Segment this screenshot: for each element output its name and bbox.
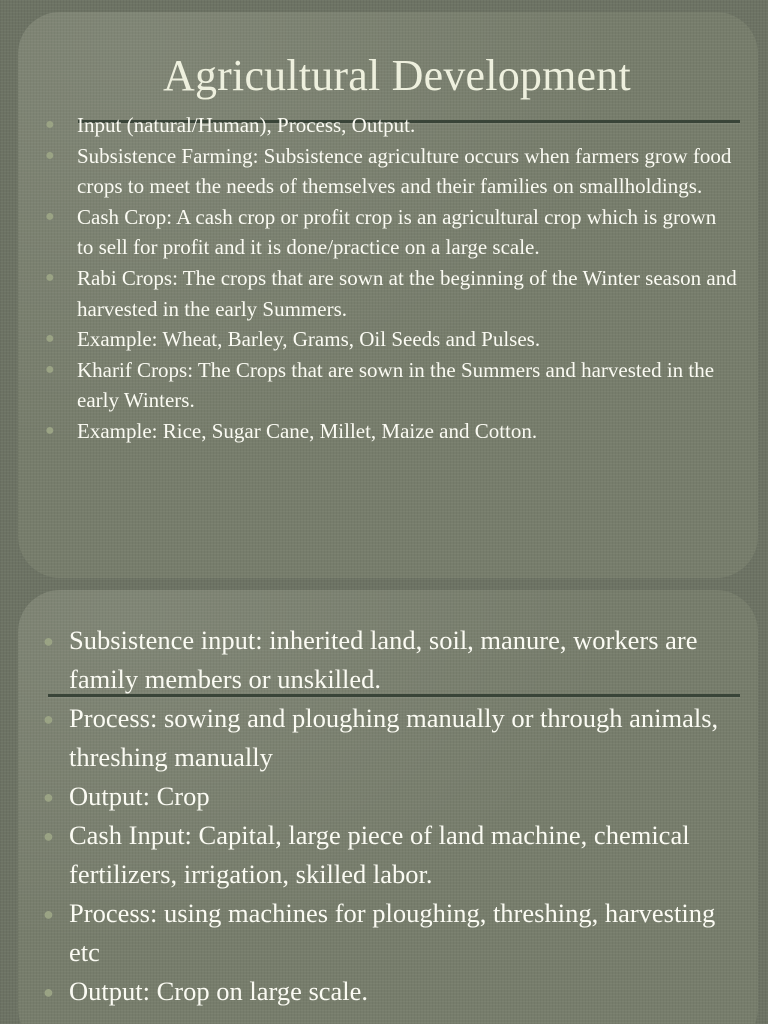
bullet-item [45, 110, 737, 141]
slide-1 [18, 12, 758, 578]
bullet-item [45, 355, 737, 416]
bullet-icon: ● [45, 268, 55, 286]
bullet-icon: ● [43, 826, 54, 846]
bullet-item [45, 141, 737, 202]
bullet-icon: ● [43, 709, 54, 729]
bullet-list [45, 110, 737, 447]
bullet-item [43, 621, 739, 699]
bullet-icon: ● [45, 116, 55, 133]
slide-title: Agricultural Development [163, 51, 631, 100]
bullet-icon: ● [43, 631, 54, 651]
bullet-item [43, 894, 739, 972]
bullet-list [43, 621, 739, 1011]
bullet-text: Example: Rice, Sugar Cane, Millet, Maize and Cotton. [77, 418, 538, 443]
bullet-icon: ● [43, 982, 54, 1002]
bullet-text: Cash Input: Capital, large piece of land machine, chemical fertilizers, irrigation, skilled labor. [69, 820, 690, 889]
bullet-text: Rabi Crops: The crops that are sown at the beginning of the Winter season and harvested in the early Summers. [77, 265, 737, 321]
bullet-item [43, 972, 739, 1011]
bullet-text: Output: Crop [69, 781, 210, 811]
bullet-icon: ● [43, 904, 54, 924]
bullet-icon: ● [45, 330, 55, 348]
bullet-item [45, 324, 737, 355]
bullet-text: Example: Wheat, Barley, Grams, Oil Seeds and Pulses. [77, 327, 541, 352]
bullet-text: Kharif Crops: The Crops that are sown in the Summers and harvested in the early Winters. [77, 357, 715, 413]
bullet-text: Subsistence input: inherited land, soil, manure, workers are family members or unskilled. [69, 625, 698, 694]
bullet-item [45, 202, 737, 263]
bullet-icon: ● [43, 787, 54, 807]
bullet-item [43, 777, 739, 816]
bullet-text: Process: using machines for ploughing, threshing, harvesting etc [69, 898, 716, 967]
bullet-text: Cash Crop: A cash crop or profit crop is an agricultural crop which is grown to sell for profit and it is done/practice on a large scale. [77, 204, 717, 260]
bullet-icon: ● [45, 207, 55, 225]
bullet-icon: ● [45, 421, 55, 439]
slide-2 [18, 590, 758, 1024]
bullet-text: Subsistence Farming: Subsistence agriculture occurs when farmers grow food crops to meet the needs of themselves and their families on smallholdings. [77, 143, 732, 199]
bullet-item [45, 416, 737, 447]
bullet-icon: ● [45, 360, 55, 378]
bullet-text: Process: sowing and ploughing manually or through animals, threshing manually [69, 703, 719, 772]
bullet-item [43, 816, 739, 894]
bullet-item [43, 699, 739, 777]
bullet-text: Input (natural/Human), Process, Output. [77, 113, 416, 137]
bullet-item [45, 263, 737, 324]
bullet-icon: ● [45, 146, 55, 164]
bullet-text: Output: Crop on large scale. [69, 976, 369, 1006]
